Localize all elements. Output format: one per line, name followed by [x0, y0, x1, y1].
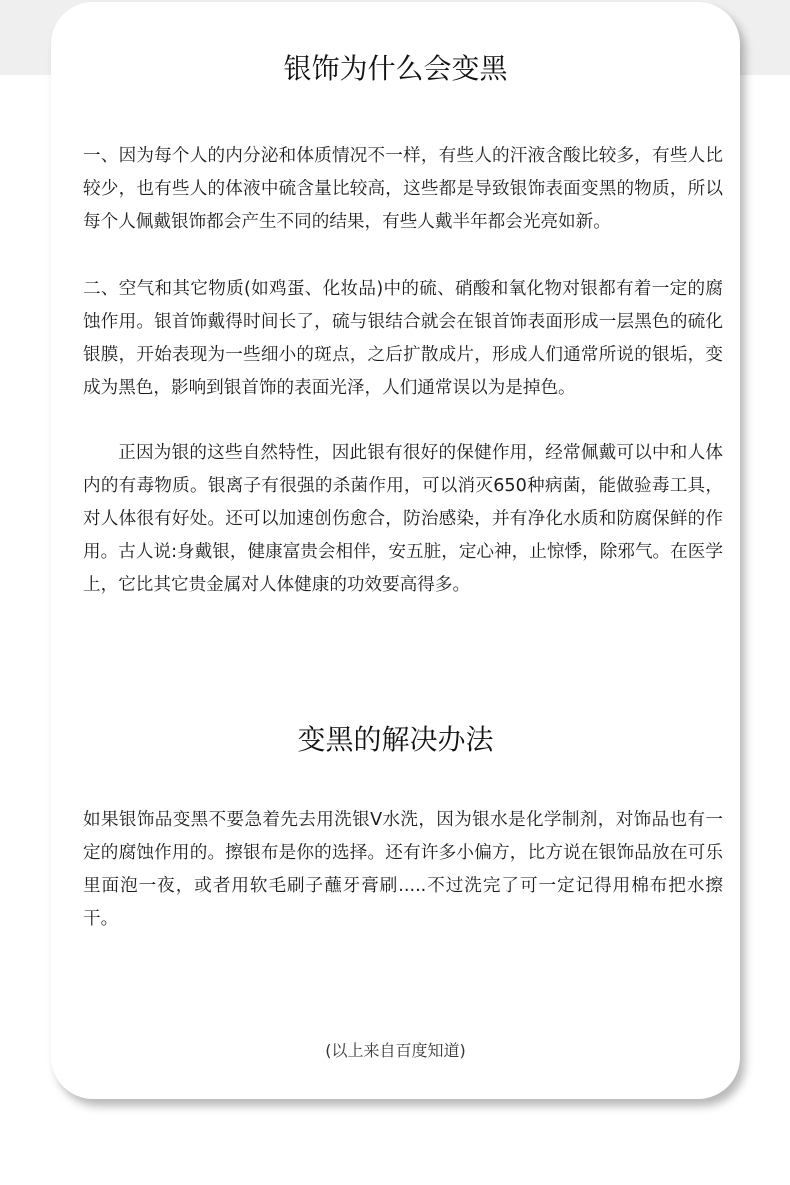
section-title-why-silver-darkens: 银饰为什么会变黑: [283, 52, 508, 85]
paragraph-cause-environment: 二、空气和其它物质(如鸡蛋、化妆品)中的硫、硝酸和氧化物对银都有着一定的腐蚀作用。银首饰戴得时间长了，硫与银结合就会在银首饰表面形成一层黑色的硫化银膜，开始表现为一些细小的斑点，之后扩散成片，形成人们通常所说的银垢，变成为黑色，影响到银首饰的表面光泽，人们通常误以为是掉色。: [83, 279, 723, 398]
paragraph-health-benefits: 正因为银的这些自然特性，因此银有很好的保健作用，经常佩戴可以中和人体内的有毒物质。银离子有很强的杀菌作用，可以消灭650种病菌，能做验毒工具，对人体很有好处。还可以加速创伤愈合，防治感染，并有净化水质和防腐保鲜的作用。古人说:身戴银，健康富贵会相伴，安五脏，定心神，止惊悸，除邪气。在医学上，它比其它贵金属对人体健康的功效要高得多。: [83, 443, 723, 595]
section-title-solutions: 变黑的解决办法: [297, 723, 494, 756]
source-note: (以上来自百度知道): [325, 1041, 466, 1060]
paragraph-cleaning-solutions: 如果银饰品变黑不要急着先去用洗银V水洗，因为银水是化学制剂，对饰品也有一定的腐蚀作用的。擦银布是你的选择。还有许多小偏方，比方说在银饰品放在可乐里面泡一夜，或者用软毛刷子蘸牙膏刷.....不过洗完了可一定记得用棉布把水擦干。: [83, 810, 723, 929]
paragraph-cause-body-chemistry: 一、因为每个人的内分泌和体质情况不一样，有些人的汗液含酸比较多，有些人比较少，也有些人的体液中硫含量比较高，这些都是导致银饰表面变黑的物质，所以每个人佩戴银饰都会产生不同的结果，有些人戴半年都会光亮如新。: [83, 146, 723, 232]
